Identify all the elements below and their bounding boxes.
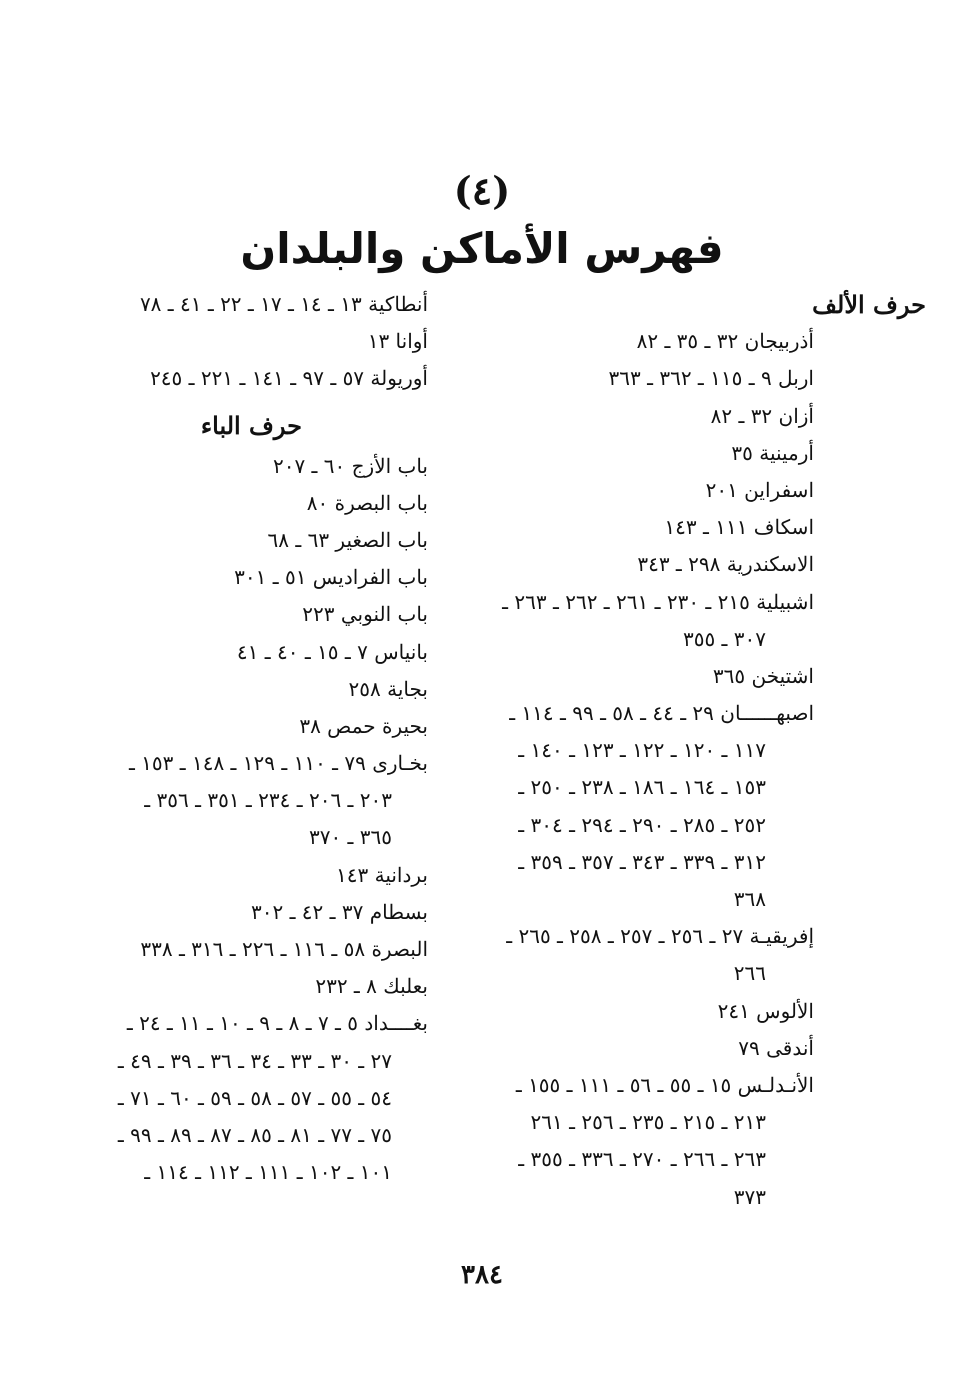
- index-entry: ٢٧ ـ ٣٠ ـ ٣٣ ـ ٣٤ ـ ٣٦ ـ ٣٩ ـ ٤٩ ـ: [117, 1048, 392, 1073]
- index-entry: أزان ٣٢ ـ ٨٢: [710, 403, 814, 428]
- index-entry: اسفراين ٢٠١: [705, 477, 814, 502]
- right-column: [434, 286, 926, 1216]
- index-entry: أوريولة ٥٧ ـ ٩٧ ـ ١٤١ ـ ٢٢١ ـ ٢٤٥: [150, 366, 428, 391]
- index-entry: باب النوبي ٢٢٣: [302, 602, 428, 627]
- index-entry: الاسكندرية ٢٩٨ ـ ٣٤٣: [637, 552, 814, 577]
- index-entry: اسكاف ١١١ ـ ١٤٣: [664, 515, 814, 540]
- index-entry: إفريقيـة ٢٧ ـ ٢٥٦ ـ ٢٥٧ ـ ٢٥٨ ـ ٢٦٥ ـ: [506, 924, 814, 949]
- index-entry: بجاية ٢٥٨: [348, 676, 428, 701]
- index-entry: ٧٥ ـ ٧٧ ـ ٨١ ـ ٨٥ ـ ٨٧ ـ ٨٩ ـ ٩٩ ـ: [117, 1122, 392, 1147]
- index-entry: الألوس ٢٤١: [717, 998, 814, 1023]
- index-entry: ٢٠٣ ـ ٢٠٦ ـ ٢٣٤ ـ ٣٥١ ـ ٣٥٦ ـ: [144, 788, 392, 813]
- index-entry: ١١٧ ـ ١٢٠ ـ ١٢٢ ـ ١٢٣ ـ ١٤٠ ـ: [518, 738, 766, 763]
- index-entry: بعلبك ٨ ـ ٢٣٢: [315, 974, 428, 999]
- index-entry: اربل ٩ ـ ١١٥ ـ ٣٦٢ ـ ٣٦٣: [608, 366, 814, 391]
- index-entry: البصرة ٥٨ ـ ١١٦ ـ ٢٢٦ ـ ٣١٦ ـ ٣٣٨: [140, 937, 428, 961]
- index-entry: ٣٠٧ ـ ٣٥٥: [682, 626, 766, 651]
- index-entry: اصبهــــــان ٢٩ ـ ٤٤ ـ ٥٨ ـ ٩٩ ـ ١١٤ ـ: [509, 701, 814, 726]
- section-number: (٤): [453, 168, 511, 213]
- index-entry: بغــــداد ٥ ـ ٧ ـ ٨ ـ ٩ ـ ١٠ ـ ١١ ـ ٢٤ ـ: [126, 1011, 428, 1036]
- index-entry: ٣٦٨: [733, 887, 766, 911]
- index-entry: أوانا ١٣: [367, 329, 428, 354]
- index-entry: ٣٦٥ ـ ٣٧٠: [308, 825, 392, 850]
- index-entry: ٣١٢ ـ ٣٣٩ ـ ٣٤٣ ـ ٣٥٧ ـ ٣٥٩ ـ: [518, 849, 766, 874]
- index-entry: بخـارى ٧٩ ـ ١١٠ ـ ١٢٩ ـ ١٤٨ ـ ١٥٣ ـ: [128, 751, 428, 776]
- page-title: فهرس الأماكن والبلدان: [240, 224, 724, 273]
- index-entry: باب الصغير ٦٣ ـ ٦٨: [267, 527, 428, 552]
- index-entry: اشتيخن ٣٦٥: [712, 663, 814, 688]
- index-entry: أرمينية ٣٥: [731, 440, 814, 465]
- index-entry: باب الأزج ٦٠ ـ ٢٠٧: [272, 453, 428, 478]
- page-number: ٣٨٤: [461, 1260, 503, 1290]
- letter-heading-alif: حرف الألف: [812, 290, 926, 319]
- index-entry: ٥٤ ـ ٥٥ ـ ٥٧ ـ ٥٨ ـ ٥٩ ـ ٦٠ ـ ٧١ ـ: [117, 1085, 392, 1110]
- index-entry: أذربيجان ٣٢ ـ ٣٥ ـ ٨٢: [636, 329, 814, 354]
- index-entry: بردانية ١٤٣: [336, 862, 428, 887]
- index-entry: أنطاكية ١٣ ـ ١٤ ـ ١٧ ـ ٢٢ ـ ٤١ ـ ٧٨: [139, 292, 428, 316]
- index-entry: اشبيلية ٢١٥ ـ ٢٣٠ ـ ٢٦١ ـ ٢٦٢ ـ ٢٦٣ ـ: [502, 589, 814, 614]
- index-entry: ٢٦٣ ـ ٢٦٦ ـ ٢٧٠ ـ ٣٣٦ ـ ٣٥٥ ـ: [518, 1147, 766, 1172]
- index-entry: بحيرة حمص ٣٨: [299, 713, 428, 738]
- index-entry: ٣٧٣: [733, 1184, 766, 1209]
- index-entry: ٢١٣ ـ ٢١٥ ـ ٢٣٥ ـ ٢٥٦ ـ ٢٦١: [530, 1110, 766, 1135]
- index-entry: بسطام ٣٧ ـ ٤٢ ـ ٣٠٢: [250, 899, 428, 924]
- index-entry: الأنـدلـس ١٥ ـ ٥٥ ـ ٥٦ ـ ١١١ ـ ١٥٥ ـ: [515, 1072, 814, 1097]
- index-entry: ١٥٣ ـ ١٦٤ ـ ١٨٦ ـ ٢٣٨ ـ ٢٥٠ ـ: [518, 775, 766, 800]
- index-entry: ٢٦٦: [733, 961, 766, 986]
- index-entry: أندقى ٧٩: [738, 1035, 814, 1060]
- index-entry: باب البصرة ٨٠: [306, 490, 428, 515]
- index-entry: بانياس ٧ ـ ١٥ ـ ٤٠ ـ ٤١: [236, 639, 428, 664]
- left-column: [48, 286, 428, 1191]
- index-entry: ٢٥٢ ـ ٢٨٥ ـ ٢٩٠ ـ ٢٩٤ ـ ٣٠٤ ـ: [518, 812, 766, 837]
- index-entry: باب الفراديس ٥١ ـ ٣٠١: [234, 565, 428, 590]
- letter-heading-ba: حرف الباء: [200, 410, 302, 440]
- index-entry: ١٠١ ـ ١٠٢ ـ ١١١ ـ ١١٢ ـ ١١٤ ـ: [144, 1160, 392, 1185]
